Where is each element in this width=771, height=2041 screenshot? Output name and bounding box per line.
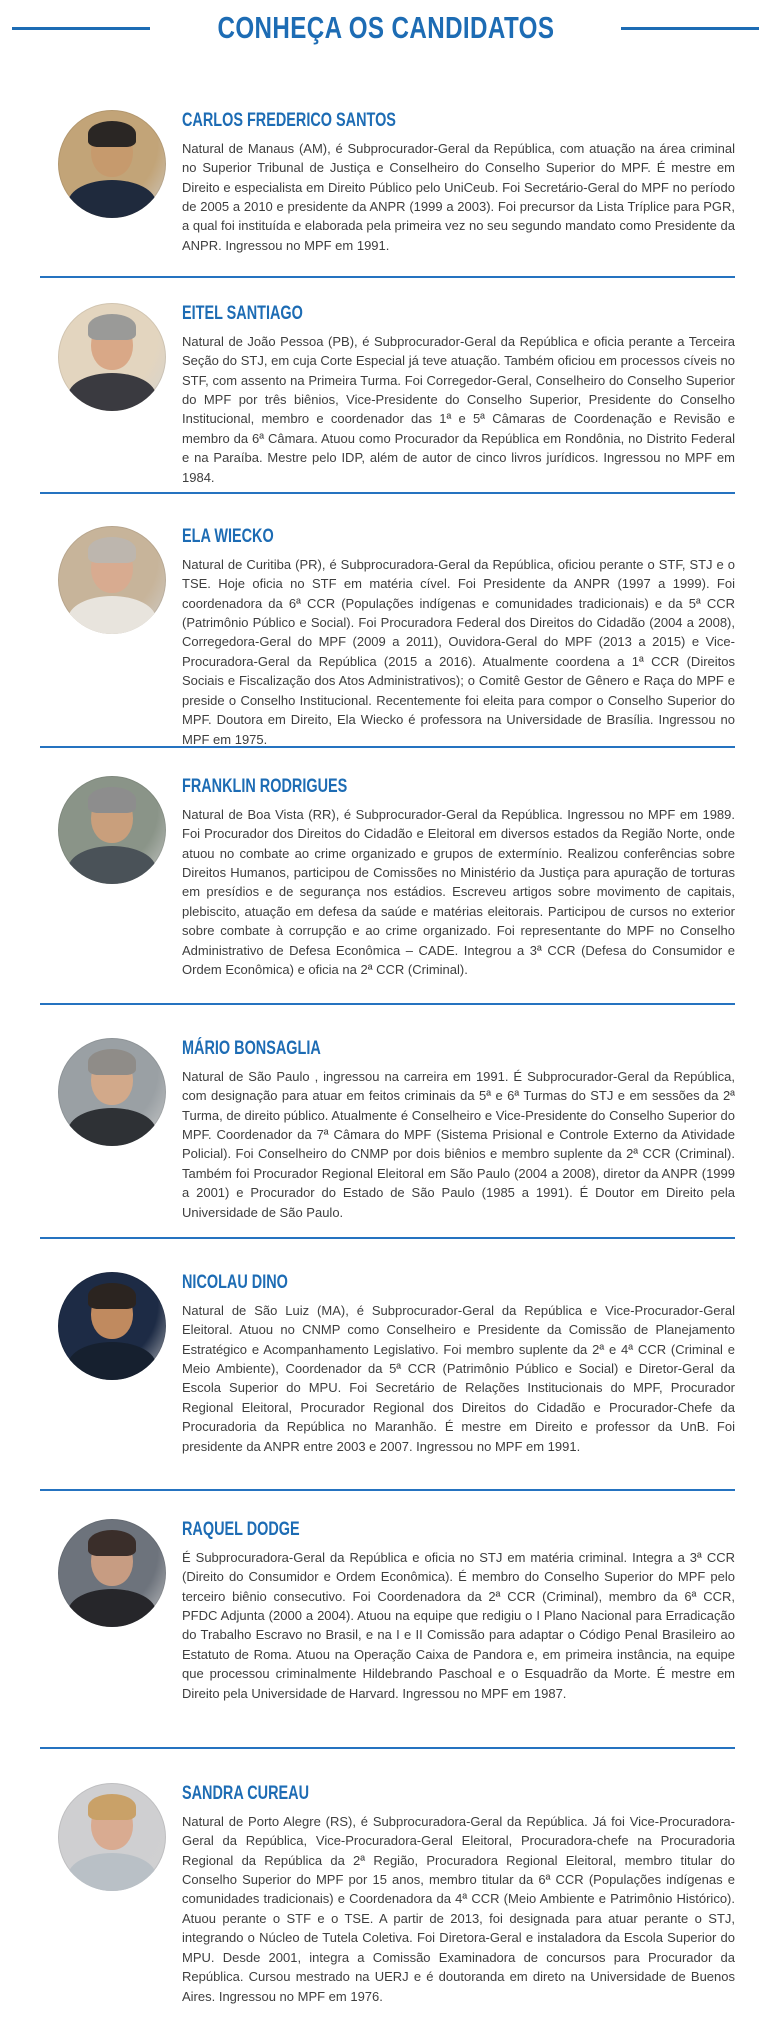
avatar-hair-shape [88,537,136,563]
candidate-name: CARLOS FREDERICO SANTOS [182,110,396,131]
candidate-name: MÁRIO BONSAGLIA [182,1038,321,1059]
title-rule-right [621,27,759,30]
candidate-photo [58,526,166,634]
candidate-info [182,110,735,255]
candidate-photo [58,1519,166,1627]
avatar-torso-shape [68,846,156,884]
candidate-section [58,776,735,980]
avatar-hair-shape [88,1049,136,1075]
candidate-info [182,526,735,749]
candidate-info [182,303,735,487]
candidate-name: NICOLAU DINO [182,1272,288,1293]
candidate-bio: Natural de Curitiba (PR), é Subprocuradora-Geral da República, oficiou perante o STF, STJ e o TSE. Hoje oficia no STF em matéria cível. Foi Presidente da ANPR (1997 a 1999). Foi coordenadora da 6ª CCR (Populações indígenas e comunidades tradicionais) e da 5ª CCR (Patrimônio Público e Social). Foi Procuradora Federal dos Direitos do Cidadão (2004 a 2008), Corregedora-Geral do MPF (2009 a 2011), Ouvidora-Geral do MPF (2013 a 2015) e Vice-Procuradora-Geral da República (2015 a 2016). Atualmente coordena a 1ª CCR (Direitos Sociais e Fiscalização dos Atos Administrativos); o Comitê Gestor de Gênero e Raça do MPF e preside o Conselho Institucional. Recentemente foi eleita para compor o Conselho Superior do MPF. Doutora em Direito, Ela Wiecko é professora na Universidade de Brasília. Ingressou no MPF em 1975. [182,556,735,747]
candidate-photo [58,1038,166,1146]
avatar-torso-shape [68,180,156,218]
section-divider [40,1747,735,1749]
candidate-info [182,1038,735,1222]
candidate-photo [58,110,166,218]
candidate-photo [58,303,166,411]
avatar-torso-shape [68,373,156,411]
candidate-info [182,1272,735,1456]
section-divider [40,492,735,494]
section-divider [40,1237,735,1239]
candidate-section [58,1783,735,2006]
candidate-name: ELA WIECKO [182,526,274,547]
title-rule-left [12,27,150,30]
candidate-section [58,303,735,487]
section-divider [40,1003,735,1005]
avatar-hair-shape [88,1530,136,1556]
candidate-name: RAQUEL DODGE [182,1519,300,1540]
page-header [0,10,771,46]
candidate-section [58,1272,735,1456]
section-divider [40,746,735,748]
candidate-info [182,1519,735,1703]
candidate-bio: Natural de Manaus (AM), é Subprocurador-Geral da República, com atuação na área criminal no Superior Tribunal de Justiça e Conselheiro do Conselho Superior do MPF. É mestre em Direito e especialista em Direito Público pelo UniCeub. Foi Secretário-Geral do MPF no período de 2005 a 2010 e presidente da ANPR (1999 a 2003). Foi precursor da Lista Tríplice para PGR, a qual foi instituída e elaborada pela primeira vez no seu segundo mandato como Presidente da ANPR. Ingressou no MPF em 1991. [182,140,735,253]
avatar-hair-shape [88,1794,136,1820]
candidate-bio: Natural de Boa Vista (RR), é Subprocurador-Geral da República. Ingressou no MPF em 1989. Foi Procurador dos Direitos do Cidadão e Eleitoral em diversos estados da Região Norte, onde atuou no combate ao crime organizado e grupos de extermínio. Realizou conferências sobre Direitos Humanos, participou de Comissões no Ministério da Justiça para apuração de torturas em presídios e de segurança nos estádios. Escreveu artigos sobre movimento de capitais, plebiscito, atuação em defesa da saúde e matérias eleitorais. Participou de cursos no exterior sobre combate à corrupção e ao crime organizado. Foi representante do MPF no Conselho Administrativo de Defesa Econômica – CADE. Integrou a 3ª CCR (Defesa do Consumidor e Ordem Econômica) e oficia na 2ª CCR (Criminal). [182,806,735,978]
avatar-torso-shape [68,1589,156,1627]
candidate-photo [58,1272,166,1380]
candidate-name: SANDRA CUREAU [182,1783,310,1804]
section-divider [40,1489,735,1491]
avatar-hair-shape [88,314,136,340]
candidate-section [58,1519,735,1703]
avatar-torso-shape [68,1108,156,1146]
candidate-info [182,776,735,980]
candidate-bio: Natural de São Paulo , ingressou na carreira em 1991. É Subprocurador-Geral da República, com designação para atuar em feitos criminais da 5ª e 6ª Turmas do STJ e em sessões da 2ª Turma, de direito público. Atualmente é Conselheiro e Vice-Presidente do Conselho Superior do MPF. Coordenador da 7ª Câmara do MPF (Sistema Prisional e Controle Externo da Atividade Policial). Foi Conselheiro do CNMP por dois biênios e membro suplente da 2ª CCR (Criminal). Também foi Procurador Regional Eleitoral em São Paulo (2004 a 2008), diretor da ANPR (1999 a 2001) e Procurador do Estado de São Paulo (1985 a 1991). É Doutor em Direito pela Universidade de São Paulo. [182,1068,735,1220]
avatar-hair-shape [88,1283,136,1309]
candidate-section [58,110,735,255]
candidate-name: FRANKLIN RODRIGUES [182,776,348,797]
avatar-hair-shape [88,787,136,813]
candidate-name: EITEL SANTIAGO [182,303,303,324]
candidate-section [58,526,735,749]
candidate-bio: Natural de Porto Alegre (RS), é Subprocuradora-Geral da República. Já foi Vice-Procuradora-Geral da República, Vice-Procuradora-Geral Eleitoral, Procuradora-chefe na Procuradoria Regional da República da 2ª Região, Procuradora Regional Eleitoral, membro titular do Conselho Superior do MPF por 15 anos, membro titular da 6ª CCR (Populações indígenas e comunidades tradicionais) e Coordenadora da 4ª CCR (Meio Ambiente e Patrimônio Histórico). Atuou perante o STF e o TSE. A partir de 2013, foi designada para atuar perante o STJ, integrando o Núcleo de Tutela Coletiva. Foi Diretora-Geral e instaladora da Escola Superior do MPU. Desde 2001, integra a Comissão Examinadora de concursos para Procurador da República. Cursou mestrado na UERJ e é doutoranda em direto na Universidade de Buenos Aires. Ingressou no MPF em 1976. [182,1813,735,2004]
avatar-hair-shape [88,121,136,147]
avatar-torso-shape [68,596,156,634]
candidate-info [182,1783,735,2006]
candidate-bio: Natural de João Pessoa (PB), é Subprocurador-Geral da República e oficia perante a Terceira Seção do STJ, em cuja Corte Especial já teve atuação. Também oficiou em processos cíveis no STF, com assento na Primeira Turma. Foi Corregedor-Geral, Conselheiro do Conselho Superior do MPF por três biênios, Vice-Presidente do Conselho Superior, Presidente do Conselho Institucional, membro e coordenador das 1ª e 5ª Câmaras de Coordenação e Revisão e membro da 6ª Câmara. Atuou como Procurador da República em Rondônia, no Distrito Federal e na Paraíba. Mestre pelo IDP, além de autor de cinco livros jurídicos. Ingressou no MPF em 1984. [182,333,735,485]
candidate-photo [58,1783,166,1891]
candidate-section [58,1038,735,1222]
candidate-bio: É Subprocuradora-Geral da República e oficia no STJ em matéria criminal. Integra a 3ª CCR (Direito do Consumidor e Ordem Econômica). É membro do Conselho Superior do MPF pelo terceiro biênio consecutivo. Foi Coordenadora da 2ª CCR (Criminal), membro da 6ª CCR, PFDC Adjunta (2000 a 2004). Atuou na equipe que redigiu o I Plano Nacional para Erradicação do Trabalho Escravo no Brasil, e na I e II Comissão para adaptar o Código Penal Brasileiro ao Estatuto de Roma. Atuou na Operação Caixa de Pandora e, em primeira instância, na equipe que processou criminalmente Hildebrando Paschoal e o Esquadrão da Morte. É mestre em Direito pela Universidade de Harvard. Ingressou no MPF em 1987. [182,1549,735,1701]
section-divider [40,276,735,278]
page-title: CONHEÇA OS CANDIDATOS [217,10,554,45]
avatar-torso-shape [68,1342,156,1380]
candidate-photo [58,776,166,884]
candidate-bio: Natural de São Luiz (MA), é Subprocurador-Geral da República e Vice-Procurador-Geral Eleitoral. Atuou no CNMP como Conselheiro e Presidente da Comissão de Planejamento Estratégico e Acompanhamento Legislativo. Foi membro suplente da 2ª e 4ª CCR (Criminal e Meio Ambiente), Coordenador da 5ª CCR (Patrimônio Público e Social) e Diretor-Geral da Escola Superior do MPU. Foi Secretário de Relações Institucionais do MPF, Procurador Regional Eleitoral, Procurador Regional dos Direitos do Cidadão e Procurador-Chefe da Procuradoria da República no Maranhão. É mestre em Direito e professor da UnB. Foi presidente da ANPR entre 2003 e 2007. Ingressou no MPF em 1991. [182,1302,735,1454]
avatar-torso-shape [68,1853,156,1891]
